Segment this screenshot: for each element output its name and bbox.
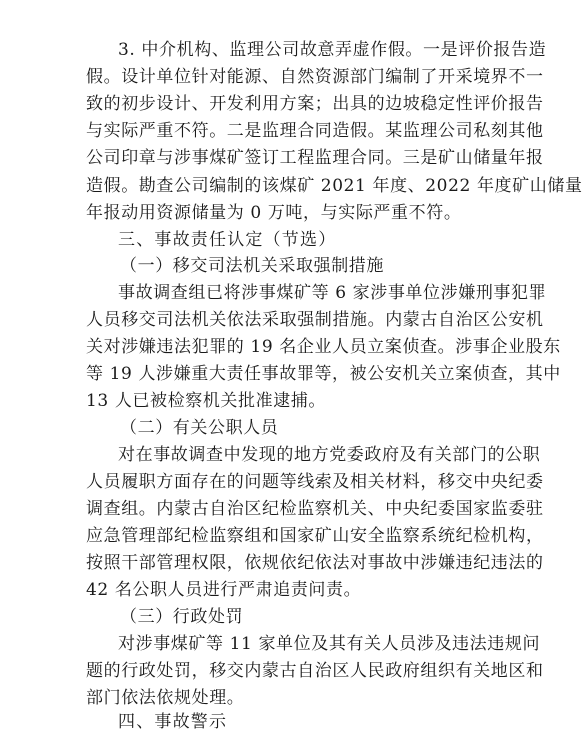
paragraph-line: 题的行政处罚，移交内蒙古自治区人民政府组织有关地区和 [86,661,544,681]
section-heading: 四、事故警示 [118,712,228,732]
paragraph-line: 应急管理部纪检监察组和国家矿山安全监察系统纪检机构， [86,526,544,546]
paragraph-line: 致的初步设计、开发利用方案；出具的边坡稳定性评价报告 [86,94,544,114]
paragraph-line: 与实际严重不符。二是监理合同造假。某监理公司私刻其他 [86,121,544,141]
paragraph-line: 人员履职方面存在的问题等线索及相关材料，移交中央纪委 [86,472,544,492]
subsection-heading: （二）有关公职人员 [120,418,279,438]
paragraph-line: 13 人已被检察机关批准逮捕。 [86,391,327,411]
paragraph-line: 公司印章与涉事煤矿签订工程监理合同。三是矿山储量年报 [86,148,544,168]
paragraph-line: 等 19 人涉嫌重大责任事故罪等，被公安机关立案侦查，其中 [86,364,561,384]
section-heading: 三、事故责任认定（节选） [118,230,337,250]
subsection-heading: （一）移交司法机关采取强制措施 [120,256,384,276]
subsection-heading: （三）行政处罚 [120,607,244,627]
paragraph-line: 事故调查组已将涉事煤矿等 6 家涉事单位涉嫌刑事犯罪 [118,283,547,303]
paragraph-line: 对涉事煤矿等 11 家单位及其有关人员涉及违法违规问 [118,634,541,654]
paragraph-line: 按照干部管理权限，依规依纪依法对事故中涉嫌违纪违法的 [86,553,544,573]
paragraph-line: 对在事故调查中发现的地方党委政府及有关部门的公职 [118,445,541,465]
paragraph-line: 调查组。内蒙古自治区纪检监察机关、中央纪委国家监委驻 [86,499,544,519]
paragraph-line: 42 名公职人员进行严肃追责问责。 [86,580,362,600]
paragraph-line: 造假。勘查公司编制的该煤矿 2021 年度、2022 年度矿山储量 [86,176,583,196]
paragraph-line: 人员移交司法机关依法采取强制措施。内蒙古自治区公安机 [86,310,544,330]
paragraph-line: 部门依法依规处理。 [86,688,245,708]
paragraph-line: 关对涉嫌违法犯罪的 19 名企业人员立案侦查。涉事企业股东 [86,337,561,357]
paragraph-line: 假。设计单位针对能源、自然资源部门编制了开采境界不一 [86,67,544,87]
paragraph-line: 3. 中介机构、监理公司故意弄虚作假。一是评价报告造 [118,40,547,60]
paragraph-line: 年报动用资源储量为 0 万吨，与实际严重不符。 [86,203,462,223]
